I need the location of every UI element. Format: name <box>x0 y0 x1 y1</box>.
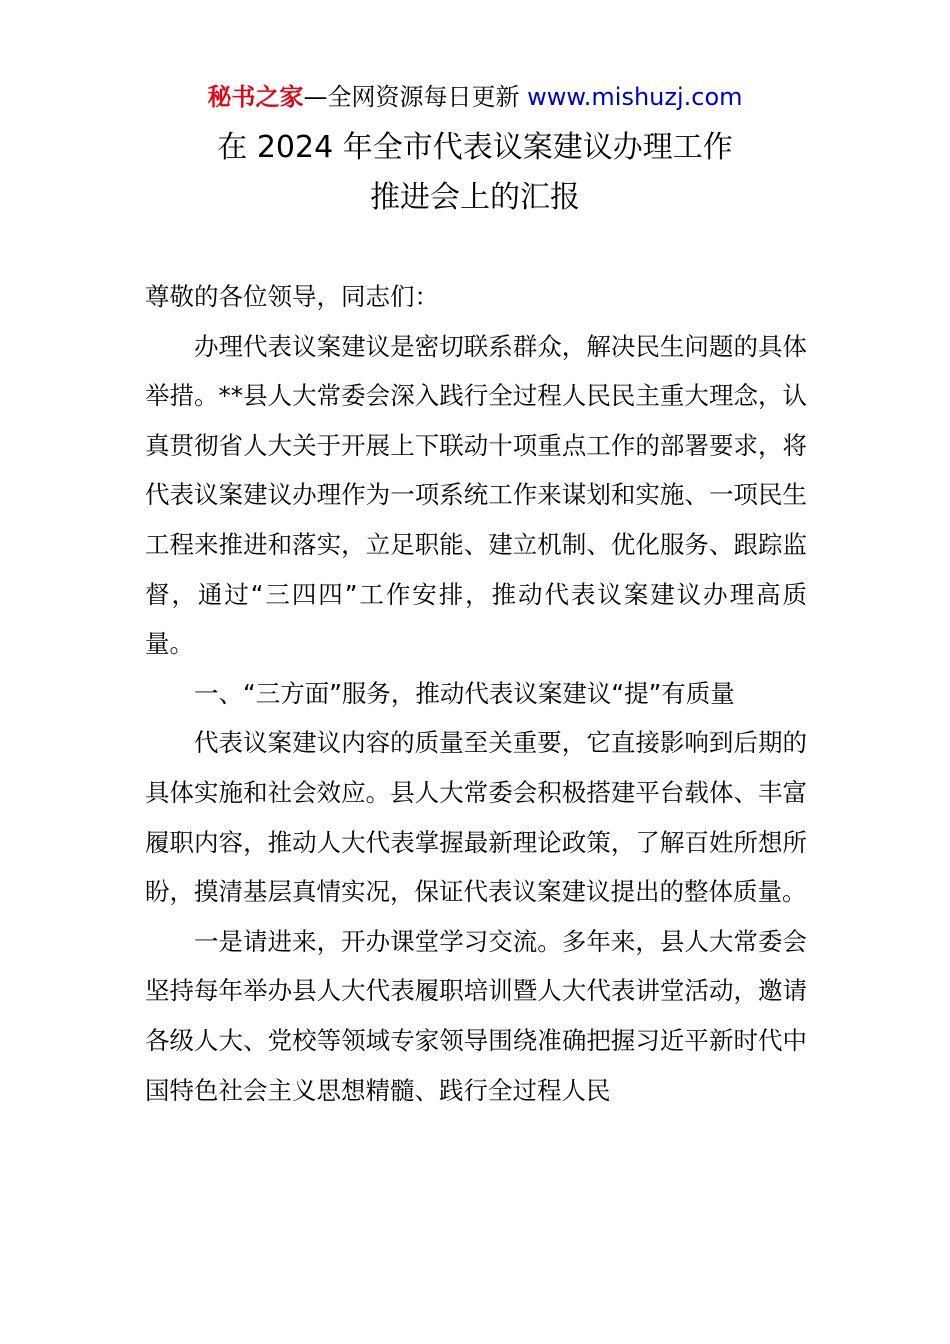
site-url-link[interactable]: www.mishuzj.com <box>527 83 743 111</box>
paragraph-point-1: 一是请进来，开办课堂学习交流。多年来，县人大常委会坚持每年举办县人大代表履职培训暨人大代表讲堂活动，邀请各级人大、党校等领域专家领导围绕准确把握习近平新时代中国特色社会主义思想精髓、践行全过程人民 <box>145 926 807 1105</box>
paragraph-intro: 办理代表议案建议是密切联系群众，解决民生问题的具体举措。**县人大常委会深入践行全过程人民民主重大理念，认真贯彻省人大关于开展上下联动十项重点工作的部署要求，将代表议案建议办理作为一项系统工作来谋划和实施、一项民生工程来推进和落实，立足职能、建立机制、优化服务、跟踪监督，通过“三四四”工作安排，推动代表议案建议办理高质量。 <box>145 331 807 659</box>
document-body <box>145 272 807 1115</box>
document-title-line-2: 推进会上的汇报 <box>370 180 580 215</box>
paragraph-section-1: 代表议案建议内容的质量至关重要，它直接影响到后期的具体实施和社会效应。县人大常委会积极搭建平台载体、丰富履职内容，推动人大代表掌握最新理论政策，了解百姓所想所盼，摸清基层真情实况，保证代表议案建议提出的整体质量。 <box>145 728 807 907</box>
brand-name: 秘书之家 <box>207 83 304 111</box>
section-heading-1: 一、“三方面”服务，推动代表议案建议“提”有质量 <box>194 678 735 708</box>
document-title-line-1: 在 2024 年全市代表议案建议办理工作 <box>217 130 733 165</box>
greeting: 尊敬的各位领导，同志们： <box>145 282 439 311</box>
site-header <box>0 80 950 114</box>
header-tagline: —全网资源每日更新 <box>303 83 520 111</box>
